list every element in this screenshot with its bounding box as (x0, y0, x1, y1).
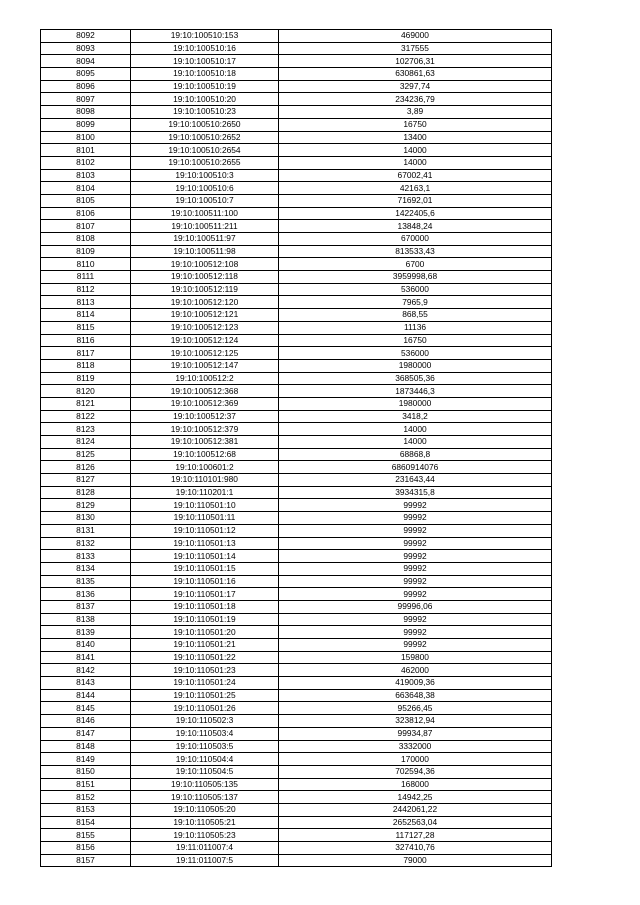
table-row (41, 550, 552, 563)
table-row (41, 334, 552, 347)
row-number-cell: 8095 (41, 68, 131, 81)
row-number-cell: 8132 (41, 537, 131, 550)
cadastral-number-cell: 19:10:110501:15 (131, 562, 279, 575)
cadastral-number-cell: 19:10:100510:2655 (131, 156, 279, 169)
table-row (41, 283, 552, 296)
table-row (41, 626, 552, 639)
table-row (41, 296, 552, 309)
cadastral-number-cell: 19:10:100510:19 (131, 80, 279, 93)
value-cell: 168000 (279, 778, 552, 791)
value-cell: 99992 (279, 524, 552, 537)
table-row (41, 309, 552, 322)
value-cell: 327410,76 (279, 842, 552, 855)
value-cell: 3332000 (279, 740, 552, 753)
value-cell: 99934,87 (279, 727, 552, 740)
row-number-cell: 8139 (41, 626, 131, 639)
table-row (41, 524, 552, 537)
table-row (41, 588, 552, 601)
cadastral-number-cell: 19:10:110501:11 (131, 512, 279, 525)
cadastral-number-cell: 19:10:100510:18 (131, 68, 279, 81)
cadastral-number-cell: 19:10:100512:381 (131, 436, 279, 449)
table-row (41, 562, 552, 575)
row-number-cell: 8145 (41, 702, 131, 715)
cadastral-number-cell: 19:10:100511:97 (131, 233, 279, 246)
table-row (41, 854, 552, 867)
table-row (41, 118, 552, 131)
value-cell: 231643,44 (279, 474, 552, 487)
cadastral-number-cell: 19:10:100512:124 (131, 334, 279, 347)
cadastral-number-cell: 19:10:100510:7 (131, 194, 279, 207)
value-cell: 99992 (279, 537, 552, 550)
table-row (41, 765, 552, 778)
value-cell: 323812,94 (279, 715, 552, 728)
table-row (41, 829, 552, 842)
cadastral-number-cell: 19:10:100510:20 (131, 93, 279, 106)
cadastral-number-cell: 19:11:011007:5 (131, 854, 279, 867)
cadastral-number-cell: 19:10:110501:23 (131, 664, 279, 677)
cadastral-number-cell: 19:10:100510:2652 (131, 131, 279, 144)
row-number-cell: 8103 (41, 169, 131, 182)
row-number-cell: 8106 (41, 207, 131, 220)
table-row (41, 677, 552, 690)
data-table (40, 29, 552, 867)
table-row (41, 359, 552, 372)
row-number-cell: 8153 (41, 803, 131, 816)
value-cell: 99992 (279, 613, 552, 626)
table-row (41, 512, 552, 525)
cadastral-number-cell: 19:10:110505:135 (131, 778, 279, 791)
table-row (41, 30, 552, 43)
table-row (41, 499, 552, 512)
table-row (41, 68, 552, 81)
row-number-cell: 8107 (41, 220, 131, 233)
cadastral-number-cell: 19:10:110504:4 (131, 753, 279, 766)
cadastral-number-cell: 19:10:100510:16 (131, 42, 279, 55)
table-row (41, 385, 552, 398)
value-cell: 71692,01 (279, 194, 552, 207)
row-number-cell: 8115 (41, 321, 131, 334)
table-row (41, 816, 552, 829)
value-cell: 368505,36 (279, 372, 552, 385)
row-number-cell: 8093 (41, 42, 131, 55)
cadastral-number-cell: 19:10:100601:2 (131, 461, 279, 474)
row-number-cell: 8151 (41, 778, 131, 791)
cadastral-number-cell: 19:10:110501:24 (131, 677, 279, 690)
cadastral-number-cell: 19:10:110505:20 (131, 803, 279, 816)
table-row (41, 321, 552, 334)
row-number-cell: 8129 (41, 499, 131, 512)
value-cell: 170000 (279, 753, 552, 766)
value-cell: 67002,41 (279, 169, 552, 182)
value-cell: 13848,24 (279, 220, 552, 233)
value-cell: 813533,43 (279, 245, 552, 258)
value-cell: 99992 (279, 562, 552, 575)
table-row (41, 182, 552, 195)
row-number-cell: 8121 (41, 397, 131, 410)
row-number-cell: 8128 (41, 486, 131, 499)
table-row (41, 423, 552, 436)
row-number-cell: 8142 (41, 664, 131, 677)
value-cell: 1980000 (279, 397, 552, 410)
table-row (41, 436, 552, 449)
row-number-cell: 8123 (41, 423, 131, 436)
cadastral-number-cell: 19:10:110504:5 (131, 765, 279, 778)
cadastral-number-cell: 19:10:110502:3 (131, 715, 279, 728)
table-row (41, 55, 552, 68)
value-cell: 3934315,8 (279, 486, 552, 499)
value-cell: 6860914076 (279, 461, 552, 474)
row-number-cell: 8112 (41, 283, 131, 296)
cadastral-number-cell: 19:10:100510:153 (131, 30, 279, 43)
row-number-cell: 8100 (41, 131, 131, 144)
row-number-cell: 8140 (41, 639, 131, 652)
cadastral-number-cell: 19:10:100510:6 (131, 182, 279, 195)
value-cell: 3297,74 (279, 80, 552, 93)
value-cell: 536000 (279, 283, 552, 296)
table-row (41, 689, 552, 702)
value-cell: 99996,06 (279, 600, 552, 613)
row-number-cell: 8119 (41, 372, 131, 385)
cadastral-number-cell: 19:10:100510:17 (131, 55, 279, 68)
value-cell: 3418,2 (279, 410, 552, 423)
row-number-cell: 8146 (41, 715, 131, 728)
row-number-cell: 8143 (41, 677, 131, 690)
cadastral-number-cell: 19:10:110501:12 (131, 524, 279, 537)
row-number-cell: 8108 (41, 233, 131, 246)
value-cell: 868,55 (279, 309, 552, 322)
value-cell: 99992 (279, 639, 552, 652)
row-number-cell: 8116 (41, 334, 131, 347)
cadastral-number-cell: 19:10:110501:20 (131, 626, 279, 639)
table-row (41, 575, 552, 588)
value-cell: 663648,38 (279, 689, 552, 702)
value-cell: 95266,45 (279, 702, 552, 715)
cadastral-number-cell: 19:10:110201:1 (131, 486, 279, 499)
value-cell: 117127,28 (279, 829, 552, 842)
cadastral-number-cell: 19:10:110501:22 (131, 651, 279, 664)
row-number-cell: 8118 (41, 359, 131, 372)
row-number-cell: 8138 (41, 613, 131, 626)
cadastral-number-cell: 19:10:100511:98 (131, 245, 279, 258)
table-row (41, 169, 552, 182)
cadastral-number-cell: 19:10:100512:379 (131, 423, 279, 436)
cadastral-number-cell: 19:10:110503:4 (131, 727, 279, 740)
table-row (41, 156, 552, 169)
value-cell: 99992 (279, 575, 552, 588)
table-row (41, 639, 552, 652)
row-number-cell: 8104 (41, 182, 131, 195)
cadastral-number-cell: 19:10:110505:23 (131, 829, 279, 842)
value-cell: 1980000 (279, 359, 552, 372)
cadastral-number-cell: 19:10:110503:5 (131, 740, 279, 753)
table-row (41, 651, 552, 664)
table-row (41, 144, 552, 157)
table-row (41, 702, 552, 715)
row-number-cell: 8098 (41, 106, 131, 119)
table-row (41, 220, 552, 233)
row-number-cell: 8102 (41, 156, 131, 169)
value-cell: 102706,31 (279, 55, 552, 68)
table-row (41, 42, 552, 55)
row-number-cell: 8136 (41, 588, 131, 601)
cadastral-number-cell: 19:10:100512:369 (131, 397, 279, 410)
value-cell: 630861,63 (279, 68, 552, 81)
value-cell: 419009,36 (279, 677, 552, 690)
value-cell: 3,89 (279, 106, 552, 119)
cadastral-number-cell: 19:10:100512:368 (131, 385, 279, 398)
row-number-cell: 8117 (41, 347, 131, 360)
table-row (41, 245, 552, 258)
row-number-cell: 8144 (41, 689, 131, 702)
cadastral-number-cell: 19:10:110501:13 (131, 537, 279, 550)
cadastral-number-cell: 19:10:100512:121 (131, 309, 279, 322)
row-number-cell: 8120 (41, 385, 131, 398)
table-row (41, 715, 552, 728)
cadastral-number-cell: 19:10:110505:137 (131, 791, 279, 804)
row-number-cell: 8154 (41, 816, 131, 829)
value-cell: 14942,25 (279, 791, 552, 804)
row-number-cell: 8097 (41, 93, 131, 106)
table-row (41, 194, 552, 207)
value-cell: 14000 (279, 156, 552, 169)
row-number-cell: 8147 (41, 727, 131, 740)
table-row (41, 448, 552, 461)
value-cell: 13400 (279, 131, 552, 144)
table-row (41, 461, 552, 474)
row-number-cell: 8113 (41, 296, 131, 309)
value-cell: 536000 (279, 347, 552, 360)
value-cell: 68868,8 (279, 448, 552, 461)
row-number-cell: 8094 (41, 55, 131, 68)
cadastral-number-cell: 19:10:100512:37 (131, 410, 279, 423)
cadastral-number-cell: 19:10:100510:2654 (131, 144, 279, 157)
cadastral-number-cell: 19:10:110505:21 (131, 816, 279, 829)
row-number-cell: 8152 (41, 791, 131, 804)
cadastral-number-cell: 19:11:011007:4 (131, 842, 279, 855)
table-row (41, 537, 552, 550)
cadastral-number-cell: 19:10:100512:119 (131, 283, 279, 296)
cadastral-number-cell: 19:10:100510:23 (131, 106, 279, 119)
cadastral-number-cell: 19:10:100511:211 (131, 220, 279, 233)
row-number-cell: 8155 (41, 829, 131, 842)
value-cell: 2442061,22 (279, 803, 552, 816)
row-number-cell: 8130 (41, 512, 131, 525)
row-number-cell: 8141 (41, 651, 131, 664)
row-number-cell: 8125 (41, 448, 131, 461)
table-row (41, 664, 552, 677)
value-cell: 6700 (279, 258, 552, 271)
cadastral-number-cell: 19:10:110501:18 (131, 600, 279, 613)
table-row (41, 410, 552, 423)
table-row (41, 93, 552, 106)
cadastral-number-cell: 19:10:100512:108 (131, 258, 279, 271)
table-row (41, 131, 552, 144)
row-number-cell: 8127 (41, 474, 131, 487)
value-cell: 99992 (279, 499, 552, 512)
table-row (41, 80, 552, 93)
row-number-cell: 8122 (41, 410, 131, 423)
row-number-cell: 8157 (41, 854, 131, 867)
row-number-cell: 8148 (41, 740, 131, 753)
row-number-cell: 8096 (41, 80, 131, 93)
row-number-cell: 8110 (41, 258, 131, 271)
cadastral-number-cell: 19:10:100512:125 (131, 347, 279, 360)
table-row (41, 397, 552, 410)
table-row (41, 258, 552, 271)
value-cell: 11136 (279, 321, 552, 334)
cadastral-number-cell: 19:10:110501:26 (131, 702, 279, 715)
value-cell: 234236,79 (279, 93, 552, 106)
cadastral-number-cell: 19:10:100512:123 (131, 321, 279, 334)
value-cell: 14000 (279, 423, 552, 436)
cadastral-number-cell: 19:10:100510:2650 (131, 118, 279, 131)
cadastral-number-cell: 19:10:100512:147 (131, 359, 279, 372)
row-number-cell: 8101 (41, 144, 131, 157)
row-number-cell: 8131 (41, 524, 131, 537)
cadastral-number-cell: 19:10:110501:10 (131, 499, 279, 512)
table-row (41, 842, 552, 855)
row-number-cell: 8092 (41, 30, 131, 43)
value-cell: 317555 (279, 42, 552, 55)
row-number-cell: 8150 (41, 765, 131, 778)
value-cell: 670000 (279, 233, 552, 246)
table-row (41, 233, 552, 246)
cadastral-number-cell: 19:10:110501:17 (131, 588, 279, 601)
table-row (41, 600, 552, 613)
value-cell: 3959998,68 (279, 271, 552, 284)
table-row (41, 372, 552, 385)
value-cell: 462000 (279, 664, 552, 677)
table-row (41, 753, 552, 766)
value-cell: 1873446,3 (279, 385, 552, 398)
table-row (41, 347, 552, 360)
table-row (41, 106, 552, 119)
table-row (41, 740, 552, 753)
value-cell: 702594,36 (279, 765, 552, 778)
value-cell: 99992 (279, 512, 552, 525)
table-row (41, 727, 552, 740)
table-row (41, 486, 552, 499)
cadastral-number-cell: 19:10:110501:21 (131, 639, 279, 652)
cadastral-value-table (40, 29, 551, 867)
value-cell: 99992 (279, 588, 552, 601)
table-row (41, 271, 552, 284)
value-cell: 1422405,6 (279, 207, 552, 220)
row-number-cell: 8111 (41, 271, 131, 284)
row-number-cell: 8133 (41, 550, 131, 563)
cadastral-number-cell: 19:10:100511:100 (131, 207, 279, 220)
cadastral-number-cell: 19:10:100512:120 (131, 296, 279, 309)
value-cell: 159800 (279, 651, 552, 664)
cadastral-number-cell: 19:10:100512:68 (131, 448, 279, 461)
row-number-cell: 8105 (41, 194, 131, 207)
row-number-cell: 8109 (41, 245, 131, 258)
row-number-cell: 8134 (41, 562, 131, 575)
row-number-cell: 8137 (41, 600, 131, 613)
cadastral-number-cell: 19:10:100512:118 (131, 271, 279, 284)
row-number-cell: 8114 (41, 309, 131, 322)
cadastral-number-cell: 19:10:110501:14 (131, 550, 279, 563)
cadastral-number-cell: 19:10:100512:2 (131, 372, 279, 385)
table-row (41, 613, 552, 626)
table-row (41, 474, 552, 487)
row-number-cell: 8135 (41, 575, 131, 588)
value-cell: 99992 (279, 626, 552, 639)
value-cell: 42163,1 (279, 182, 552, 195)
row-number-cell: 8126 (41, 461, 131, 474)
value-cell: 99992 (279, 550, 552, 563)
cadastral-number-cell: 19:10:110101:980 (131, 474, 279, 487)
value-cell: 469000 (279, 30, 552, 43)
value-cell: 14000 (279, 436, 552, 449)
cadastral-number-cell: 19:10:110501:25 (131, 689, 279, 702)
value-cell: 2652563,04 (279, 816, 552, 829)
value-cell: 16750 (279, 118, 552, 131)
table-row (41, 207, 552, 220)
cadastral-number-cell: 19:10:100510:3 (131, 169, 279, 182)
value-cell: 16750 (279, 334, 552, 347)
value-cell: 14000 (279, 144, 552, 157)
table-row (41, 791, 552, 804)
table-row (41, 778, 552, 791)
row-number-cell: 8156 (41, 842, 131, 855)
value-cell: 79000 (279, 854, 552, 867)
value-cell: 7965,9 (279, 296, 552, 309)
cadastral-number-cell: 19:10:110501:16 (131, 575, 279, 588)
table-body (41, 30, 552, 867)
row-number-cell: 8099 (41, 118, 131, 131)
row-number-cell: 8149 (41, 753, 131, 766)
row-number-cell: 8124 (41, 436, 131, 449)
table-row (41, 803, 552, 816)
cadastral-number-cell: 19:10:110501:19 (131, 613, 279, 626)
